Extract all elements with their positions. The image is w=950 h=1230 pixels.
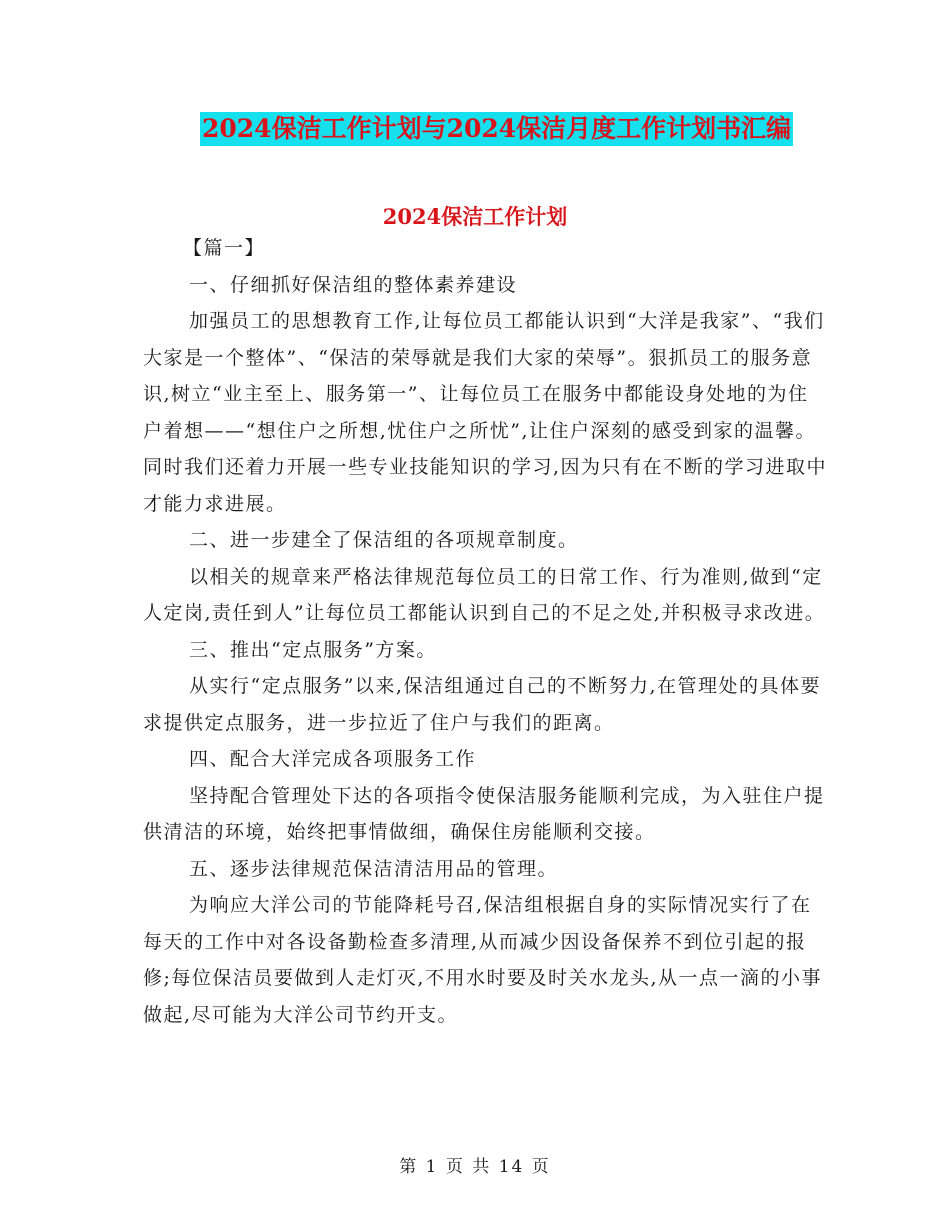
paragraph-5: 为响应大洋公司的节能降耗号召,保洁组根据自身的实际情况实行了在每天的工作中对各设备勤检查多清理,从而减少因设备保养不到位引起的报修;每位保洁员要做到人走灯灭,不用水时要及时关水龙头,从一点一滴的小事做起,尽可能为大洋公司节约开支。 — [143, 894, 822, 1026]
document-body — [143, 222, 828, 1033]
paragraph-3: 从实行“定点服务”以来,保洁组通过自己的不断努力,在管理处的具体要求提供定点服务，进一步拉近了住户与我们的距离。 — [143, 675, 822, 734]
paragraph-2: 以相关的规章来严格法律规范每位员工的日常工作、行为准则,做到“定人定岗,责任到人”让每位员工都能认识到自己的不足之处,并积极寻求改进。 — [143, 565, 826, 624]
document-title: 2024保洁工作计划与2024保洁月度工作计划书汇编 — [200, 112, 793, 146]
heading-2: 二、进一步建全了保洁组的各项规章制度。 — [189, 529, 579, 551]
paragraph-4: 坚持配合管理处下达的各项指令使保洁服务能顺利完成，为入驻住户提供清洁的环境，始终把事情做细，确保住房能顺利交接。 — [143, 784, 825, 843]
heading-1: 一、仔细抓好保洁组的整体素养建设 — [189, 273, 518, 296]
heading-4: 四、配合大洋完成各项服务工作 — [189, 748, 477, 770]
part-label: 【篇一】 — [183, 237, 266, 259]
heading-3: 三、推出“定点服务”方案。 — [189, 638, 437, 661]
paragraph-1: 加强员工的思想教育工作,让每位员工都能认识到“大洋是我家”、“我们大家是一个整体”、“保洁的荣辱就是我们大家的荣辱”。狠抓员工的服务意识,树立“业主至上、服务第一”、让每位员工在服务中都能设身处地的为住户着想——“想住户之所想,忧住户之所忧”,让住户深刻的感受到家的温馨。同时我们还着力开展一些专业技能知识的学习,因为只有在不断的学习进取中才能力求进展。 — [143, 310, 828, 515]
section-title: 2024保洁工作计划 — [382, 204, 568, 229]
page-number: 第 1 页 共 14 页 — [399, 1157, 551, 1177]
heading-5: 五、逐步法律规范保洁清洁用品的管理。 — [189, 857, 559, 880]
